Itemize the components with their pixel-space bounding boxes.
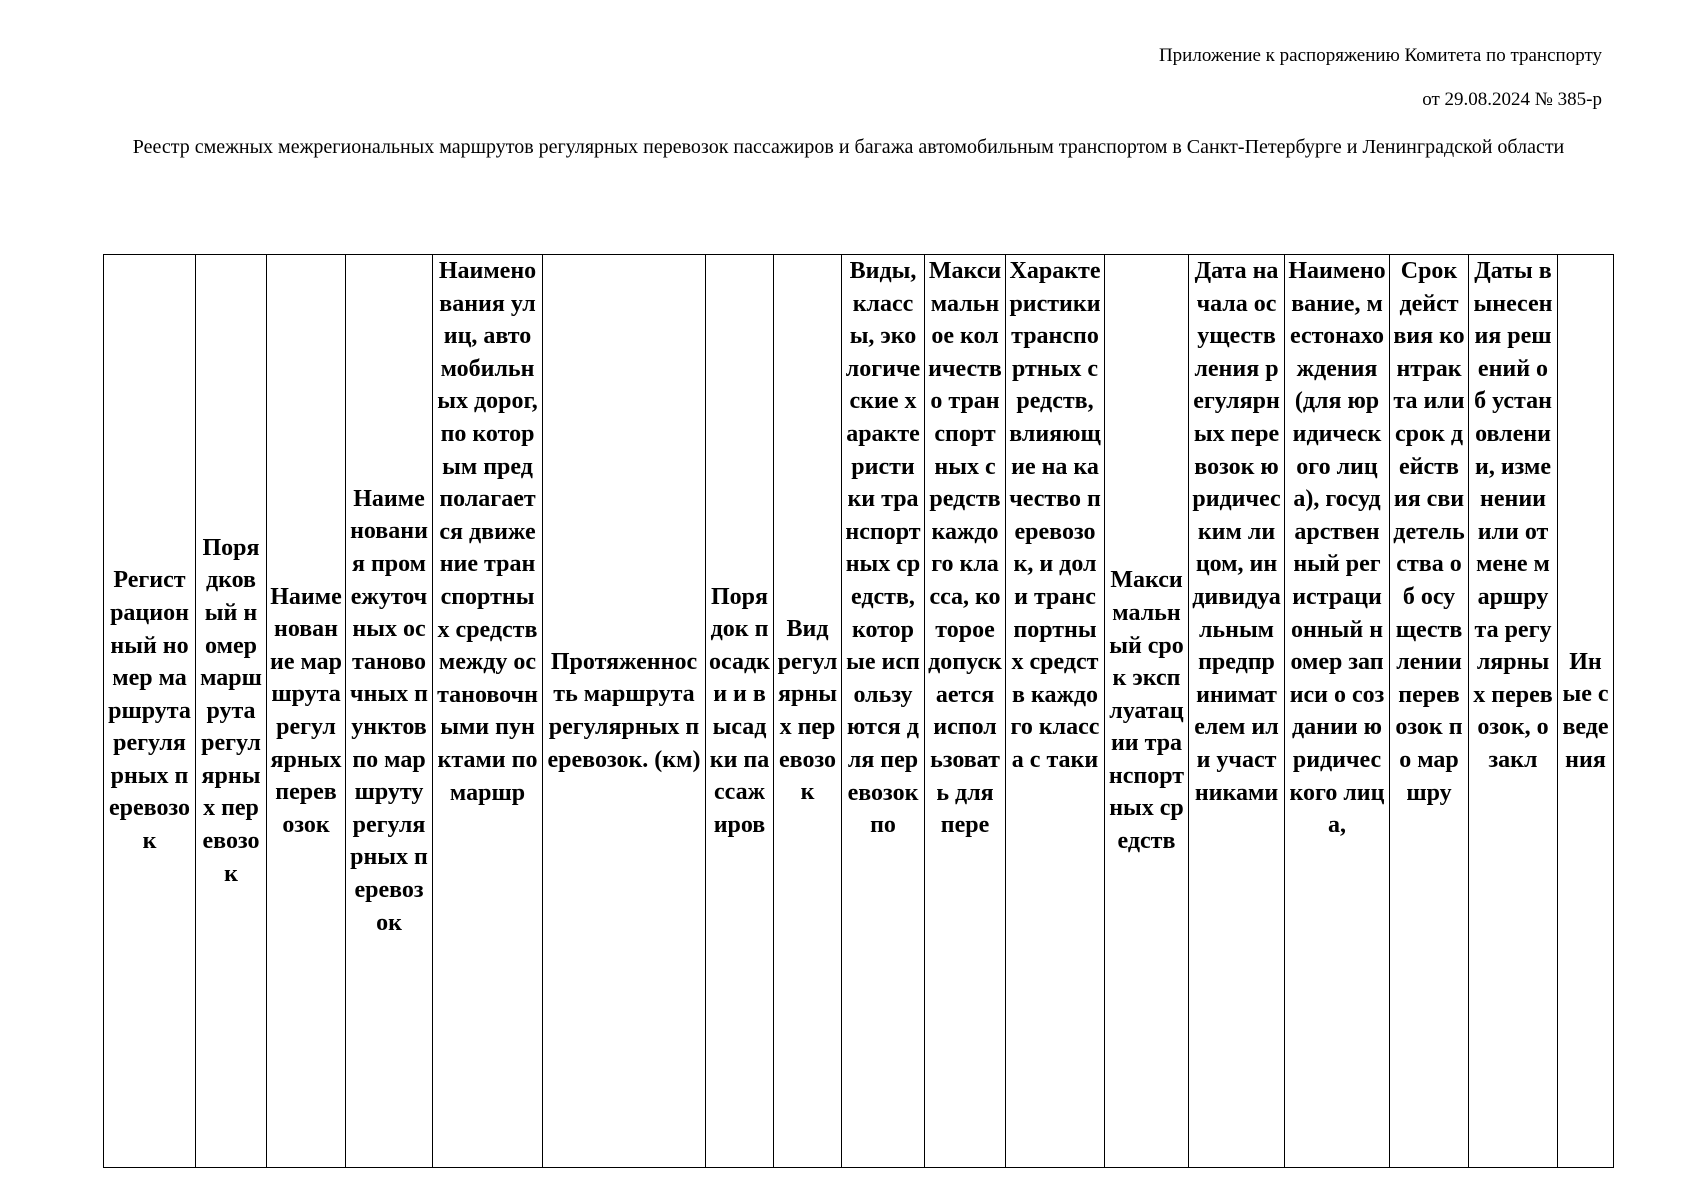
column-header-2 [196, 255, 267, 1168]
table-header-row [104, 255, 1614, 1168]
column-header-label: Вид регулярных перевозок [777, 616, 838, 806]
column-header-17 [1558, 255, 1614, 1168]
column-header-4 [346, 255, 433, 1168]
column-header-label: Виды, классы, экологические характеристики транспортных средств, которые используются для перевозок по [845, 258, 921, 839]
column-header-6 [543, 255, 706, 1168]
column-header-16 [1469, 255, 1558, 1168]
registry-table [103, 254, 1614, 1168]
column-header-label: Иные сведения [1562, 648, 1609, 773]
column-header-12 [1105, 255, 1189, 1168]
approval-line: Приложение к распоряжению Комитета по транспорту [1158, 45, 1602, 66]
column-header-11 [1006, 255, 1105, 1168]
column-header-label: Характеристики транспортных средств, влияющие на качество перевозок, и доли транспортных средств каждого класса с таки [1009, 258, 1101, 773]
column-header-label: Максимальное количество транспортных средств каждого класса, которое допускается использовать для пере [928, 258, 1002, 839]
column-header-1 [104, 255, 196, 1168]
column-header-label: Наименование маршрута регулярных перевозок [270, 583, 343, 838]
column-header-13 [1189, 255, 1285, 1168]
column-header-label: Наименования улиц, автомобильных дорог, по которым предполагается движение транспортных средств между остановочными пунктами по маршр [437, 258, 538, 806]
column-header-10 [925, 255, 1006, 1168]
column-header-label: Даты вынесения решений об установлении, изменении или отмене маршрута регулярных перевозок, о закл [1473, 258, 1553, 773]
column-header-label: Порядковый номер маршрута регулярных перевозок [200, 534, 262, 887]
document-title: Реестр смежных межрегиональных маршрутов регулярных перевозок пассажиров и багажа автомобильным транспортом в Санкт-Петербурге и Ленинградской области [132, 136, 1565, 158]
column-header-8 [774, 255, 842, 1168]
column-header-9 [842, 255, 925, 1168]
column-header-15 [1390, 255, 1469, 1168]
column-header-3 [267, 255, 346, 1168]
column-header-label: Дата начала осуществления регулярных перевозок юридическим лицом, индивидуальным предпринимателем или участниками [1192, 258, 1281, 806]
column-header-label: Порядок посадки и высадки пассажиров [709, 583, 770, 838]
column-header-label: Протяженность маршрута регулярных перевозок. (км) [547, 648, 701, 773]
column-header-14 [1285, 255, 1390, 1168]
approval-number: от 29.08.2024 № 385-р [1422, 89, 1602, 110]
column-header-label: Наименование, местонахождения (для юридического лица), государственный регистрационный номер записи о создании юридического лица, [1288, 258, 1386, 839]
column-header-label: Срок действия контракта или срок действия свидетельства об осуществлении перевозок по маршру [1393, 258, 1465, 806]
column-header-5 [433, 255, 543, 1168]
column-header-label: Максимальный срок эксплуатации транспортных средств [1108, 567, 1185, 855]
column-header-label: Регистрационный номер маршрута регулярных перевозок [108, 567, 191, 855]
column-header-7 [706, 255, 774, 1168]
column-header-label: Наименования промежуточных остановочных пунктов по маршруту регулярных перевозок [350, 485, 428, 936]
